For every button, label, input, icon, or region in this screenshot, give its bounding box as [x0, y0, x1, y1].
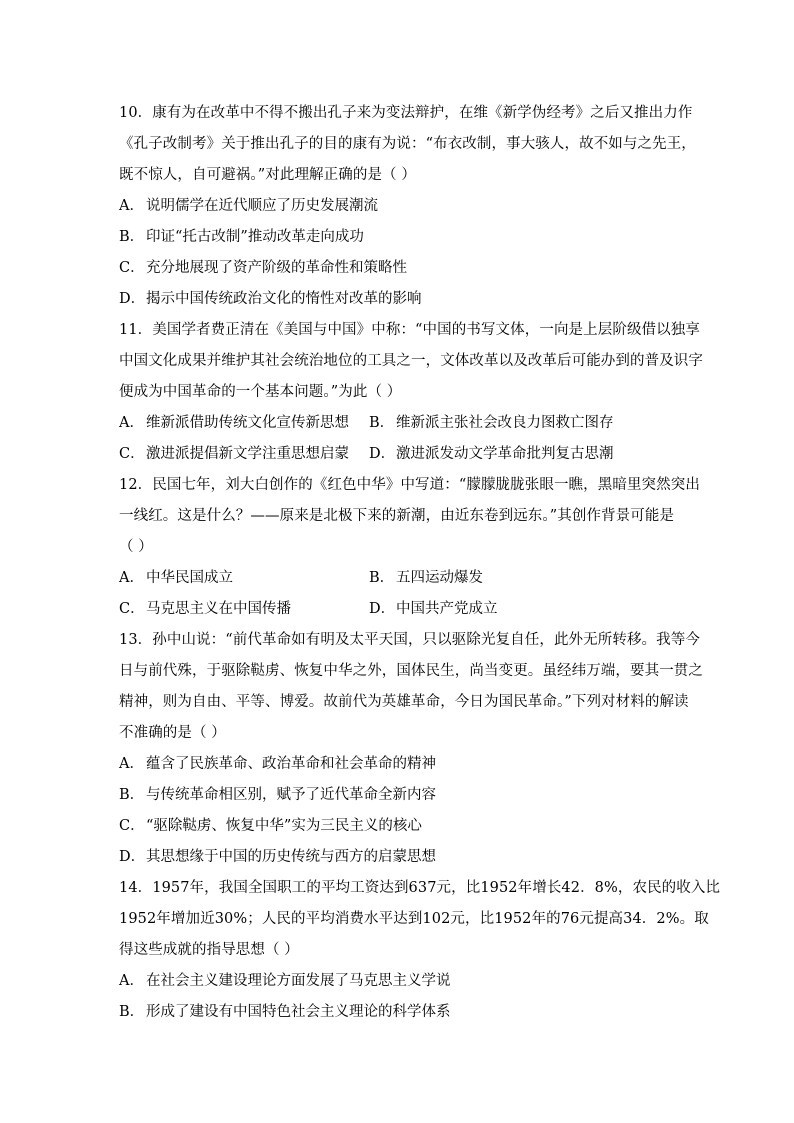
option-letter: C． [119, 446, 145, 462]
question-11-option-b [369, 408, 614, 439]
question-14-stem-line-1: 14．1957年，我国全国职工的平均工资达到637元，比1952年增长42．8%，农民的收入比 [119, 880, 721, 896]
question-12-stem-line-2: 一线红。这是什么？——原来是北极下来的新潮，由近东卷到远东。”其创作背景可能是 [119, 508, 675, 524]
option-text: 马克思主义在中国传播 [146, 601, 291, 617]
question-10-option-d [119, 284, 679, 315]
option-text: 其思想缘于中国的历史传统与西方的启蒙思想 [146, 849, 436, 865]
question-10-option-c [119, 253, 679, 284]
question-12-option-a [119, 563, 369, 594]
option-text: 中国共产党成立 [396, 601, 498, 617]
question-11-option-c [119, 439, 369, 470]
question-12-option-row-ab [119, 563, 679, 594]
option-text: 在社会主义建设理论方面发展了马克思主义学说 [146, 973, 451, 989]
option-letter: D． [369, 446, 396, 462]
option-letter: B． [119, 229, 145, 245]
option-text: 维新派主张社会改良力图救亡图存 [396, 415, 614, 431]
option-text: 印证“托古改制”推动改革走向成功 [146, 229, 364, 245]
question-13 [119, 625, 703, 873]
question-12-option-d [369, 594, 498, 625]
option-text: 蕴含了民族革命、政治革命和社会革命的精神 [146, 756, 436, 772]
option-letter: A． [119, 570, 144, 586]
question-10-stem-line-3: 既不惊人，自可避祸。”对此理解正确的是（ ） [119, 167, 416, 183]
option-letter: B． [119, 1004, 145, 1020]
question-10-stem-line-2: 《孔子改制考》关于推出孔子的目的康有为说：“布衣改制，事大骇人，故不如与之先王， [119, 136, 696, 152]
question-11-option-row-ab [119, 408, 679, 439]
question-12-option-b [369, 563, 483, 594]
question-14-option-b [119, 997, 679, 1028]
option-letter: B． [369, 570, 395, 586]
question-11-option-a [119, 408, 369, 439]
option-text: 五四运动爆发 [396, 570, 483, 586]
question-11-stem-line-1: 11．美国学者费正清在《美国与中国》中称：“中国的书写文体，一向是上层阶级借以独享 [119, 322, 700, 338]
option-letter: B． [369, 415, 395, 431]
question-10 [119, 98, 696, 315]
option-text: 中华民国成立 [146, 570, 233, 586]
option-letter: A． [119, 973, 144, 989]
question-13-stem-line-2: 日与前代殊，于驱除鞑虏、恢复中华之外，国体民生，尚当变更。虽经纬万端，要其一贯之 [119, 663, 703, 679]
option-letter: A． [119, 756, 144, 772]
question-13-stem-line-3: 精神，则为自由、平等、博爱。故前代为英雄革命，今日为国民革命。”下列对材料的解读 [119, 694, 689, 710]
question-13-option-d [119, 842, 679, 873]
option-letter: C． [119, 818, 145, 834]
question-12 [119, 470, 700, 625]
question-11-option-row-cd [119, 439, 679, 470]
question-11 [119, 315, 703, 470]
question-13-option-a [119, 749, 679, 780]
option-letter: B． [119, 787, 145, 803]
question-10-option-a [119, 191, 679, 222]
question-12-option-row-cd [119, 594, 679, 625]
option-text: 激进派提倡新文学注重思想启蒙 [146, 446, 349, 462]
option-text: 激进派发动文学革命批判复古思潮 [396, 446, 614, 462]
question-13-option-b [119, 780, 679, 811]
option-text: “驱除鞑虏、恢复中华”实为三民主义的核心 [146, 818, 422, 834]
option-text: 揭示中国传统政治文化的惰性对改革的影响 [146, 291, 422, 307]
option-text: 形成了建设有中国特色社会主义理论的科学体系 [146, 1004, 451, 1020]
question-14-stem-line-3: 得这些成就的指导思想（ ） [119, 942, 299, 958]
question-13-stem-line-1: 13．孙中山说：“前代革命如有明及太平天国，只以驱除光复自任，此外无所转移。我等今 [119, 632, 700, 648]
option-letter: D． [119, 849, 146, 865]
option-text: 与传统革命相区别，赋予了近代革命全新内容 [146, 787, 436, 803]
option-letter: A． [119, 415, 144, 431]
option-text: 维新派借助传统文化宣传新思想 [146, 415, 349, 431]
question-12-stem-line-1: 12．民国七年，刘大白创作的《红色中华》中写道：“朦朦胧胧张眼一瞧，黑暗里突然突出 [119, 477, 700, 493]
question-13-option-c [119, 811, 679, 842]
question-14 [119, 873, 721, 1028]
question-list [119, 98, 721, 1028]
option-letter: C． [119, 601, 145, 617]
question-11-option-d [369, 439, 614, 470]
question-11-stem-line-3: 便成为中国革命的一个基本问题。”为此（ ） [119, 384, 402, 400]
option-letter: C． [119, 260, 145, 276]
question-13-stem-line-4: 不准确的是（ ） [119, 725, 226, 741]
question-12-option-c [119, 594, 369, 625]
question-11-stem-line-2: 中国文化成果并维护其社会统治地位的工具之一，文体改革以及改革后可能办到的普及识字 [119, 353, 703, 369]
option-letter: D． [119, 291, 146, 307]
option-letter: D． [369, 601, 396, 617]
option-letter: A． [119, 198, 144, 214]
question-14-option-a [119, 966, 679, 997]
question-10-option-b [119, 222, 679, 253]
question-10-stem-line-1: 10．康有为在改革中不得不搬出孔子来为变法辩护，在维《新学伪经考》之后又推出力作 [119, 105, 693, 121]
question-12-stem-line-3: （ ） [119, 539, 153, 555]
option-text: 充分地展现了资产阶级的革命性和策略性 [146, 260, 407, 276]
question-14-stem-line-2: 1952年增加近30%；人民的平均消费水平达到102元，比1952年的76元提高34．2%。取 [119, 911, 709, 927]
option-text: 说明儒学在近代顺应了历史发展潮流 [146, 198, 378, 214]
